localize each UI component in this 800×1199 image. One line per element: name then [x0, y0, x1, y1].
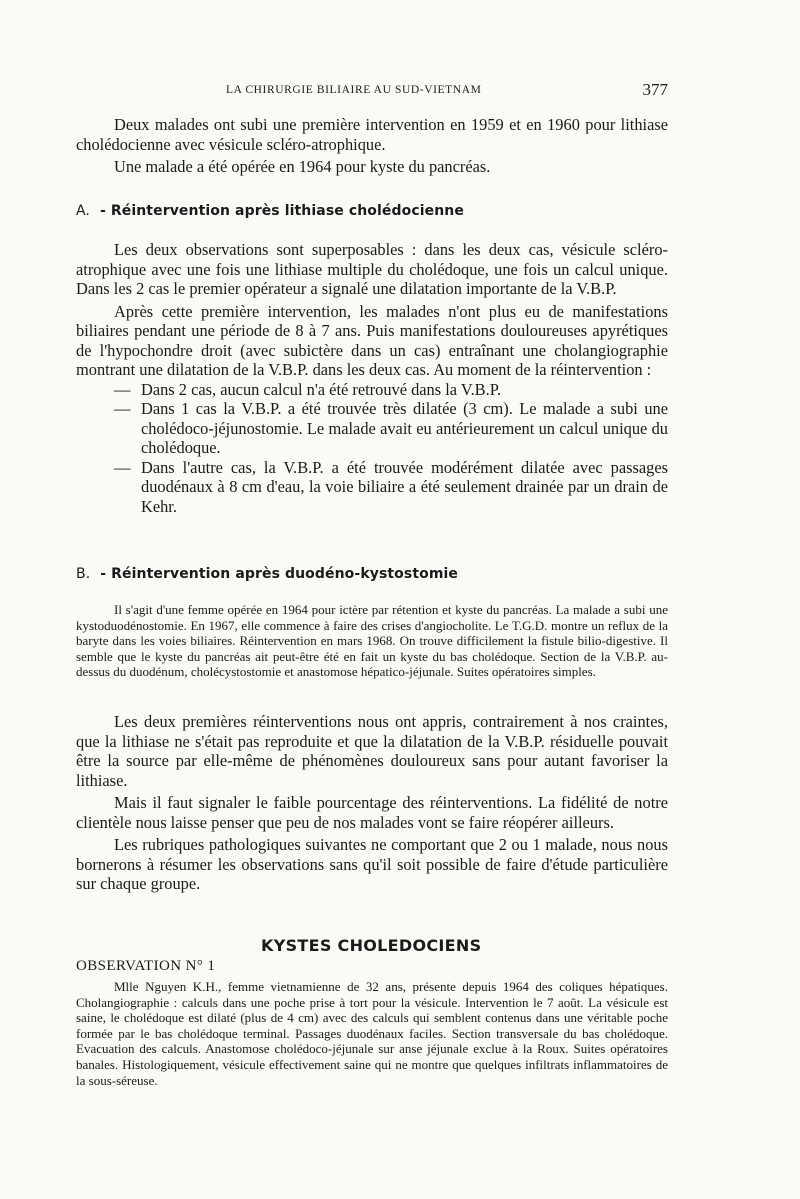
- intro-block: [76, 115, 668, 177]
- section-b-body: [76, 712, 668, 894]
- case-summary: [76, 602, 668, 680]
- intro-paragraph-2: Une malade a été opérée en 1964 pour kyste du pancréas.: [114, 157, 491, 176]
- section-a-heading: [76, 203, 464, 219]
- section-a-paragraph-1: Les deux observations sont superposables : dans les deux cas, vésicule scléro-atrophique avec une fois une lithiase multiple du cholédoque, une fois un calcul unique. Dans les 2 cas le premier opérateur a signalé une dilatation importante de la V.B.P.: [76, 240, 668, 298]
- list-item-text: Dans l'autre cas, la V.B.P. a été trouvée modérément dilatée avec passages duodénaux à 8 cm d'eau, la voie biliaire a été seulement drainée par un drain de Kehr.: [141, 457, 668, 516]
- observation-body: Nguyen K.H., femme vietnamienne de 32 ans, présente depuis 1964 des coliques hépatiques. Cholangiographie : calculs dans une poche prise à tort pour la vésicule. Intervention le 7 août. La vésicule est saine, le cholédoque est dilaté (plus de 4 cm) avec des calculs qui semblent contenus dans une véritable poche formée par le bas cholédoque terminal. Passages duodénaux faciles. Section transversale du bas cholédoque. Evacuation des calculs. Anastomose cholédoco-jéjunale sur anse jéjunale exclue à la Roux. Suites opératoires banales. Histologiquement, vésicule effectivement saine qui ne montre que quelques infiltrats inflammatoires de la sous-séreuse.: [76, 979, 668, 1088]
- list-item-text: Dans 1 cas la V.B.P. a été trouvée très dilatée (3 cm). Le malade a subi une cholédoco-jéjunostomie. Le malade avait eu antérieurement un calcul unique du cholédoque.: [141, 399, 668, 457]
- running-header: [76, 80, 668, 100]
- observation-block: [76, 979, 668, 1088]
- section-a-title: - Réintervention après lithiase cholédocienne: [99, 203, 464, 219]
- list-item: [76, 380, 668, 400]
- section-b-paragraph-3: Les rubriques pathologiques suivantes ne comportant que 2 ou 1 malade, nous nous bornerons à résumer les observations sans qu'il soit possible de faire d'étude particulière sur chaque groupe.: [76, 835, 668, 893]
- list-item: [76, 399, 668, 458]
- dash-marker: —: [114, 457, 131, 477]
- page-number: 377: [642, 80, 668, 99]
- section-b-paragraph-1: Les deux premières réinterventions nous ont appris, contrairement à nos craintes, que la lithiase ne s'était pas reproduite et que la dilatation de la V.B.P. résiduelle pouvait être la source par elle-même de phénomènes douloureux sans pour autant favoriser la lithiase.: [76, 712, 668, 790]
- dash-marker: —: [114, 399, 131, 418]
- running-title: LA CHIRURGIE BILIAIRE AU SUD-VIETNAM: [226, 84, 482, 96]
- dash-marker: —: [114, 379, 131, 399]
- section-b-paragraph-2: Mais il faut signaler le faible pourcentage des réinterventions. La fidélité de notre clientèle nous laisse penser que peu de nos malades vont se faire réopérer ailleurs.: [76, 793, 668, 832]
- case-summary-text: Il s'agit d'une femme opérée en 1964 pour ictère par rétention et kyste du pancréas. La malade a subi une kystoduodénostomie. En 1967, elle commence à faire des crises d'angiocholite. Le T.G.D. montre un reflux de la baryte dans les voies biliaires. Réintervention en mars 1968. On trouve difficilement la fistule bilio-digestive. Il semble que le kyste du pancréas ait peut-être été en fait un kyste du bas cholédoque. Section de la V.B.P. au-dessus du duodénum, cholécystostomie et anastomose hépatico-jéjunale. Suites opératoires simples.: [76, 602, 668, 680]
- list-item: [76, 458, 668, 517]
- list-item-text: Dans 2 cas, aucun calcul n'a été retrouvé dans la V.B.P.: [141, 379, 502, 399]
- section-heading-kystes: KYSTES CHOLEDOCIENS: [261, 936, 482, 955]
- observation-label: OBSERVATION N° 1: [76, 958, 216, 974]
- mlle-abbrev: Mlle: [114, 979, 139, 994]
- section-a-letter: A.: [76, 203, 90, 219]
- section-b-title: - Réintervention après duodéno-kystostomie: [100, 566, 459, 582]
- section-b-letter: B.: [76, 566, 91, 582]
- section-a-paragraph-2: Après cette première intervention, les malades n'ont plus eu de manifestations biliaires pendant une période de 8 à 7 ans. Puis manifestations douloureuses apyrétiques de l'hypochondre droit (avec subictère dans un cas) entraînant une cholangiographie montrant une dilatation de la V.B.P. dans les deux cas. Au moment de la réintervention :: [76, 301, 668, 379]
- observation-text: [76, 979, 668, 1088]
- intro-paragraph-1: Deux malades ont subi une première intervention en 1959 et en 1960 pour lithiase cholédocienne avec vésicule scléro-atrophique.: [76, 115, 668, 154]
- section-a-body: [76, 240, 668, 516]
- section-b-heading: [76, 566, 458, 582]
